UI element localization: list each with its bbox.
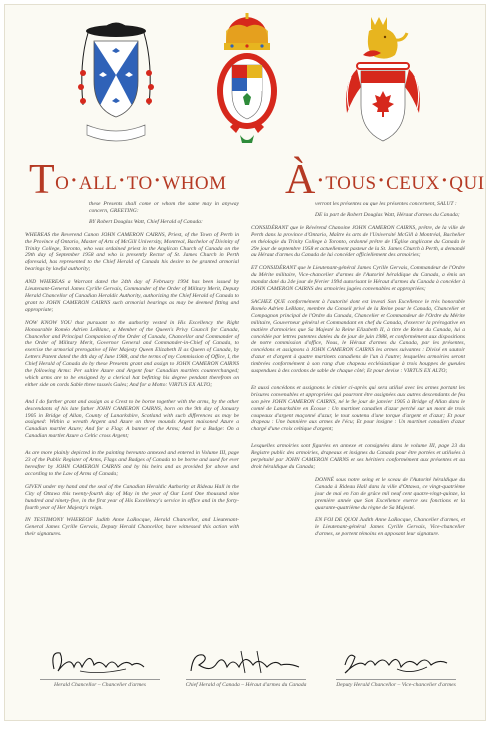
by-line-fr: DE la part de Robert Douglas Watt, Héraut d'armes du Canada; <box>315 211 460 218</box>
signature-deputy-herald-chancellor <box>321 645 471 688</box>
by-line-en: BY Robert Douglas Watt, Chief Herald of Canada: <box>89 218 203 225</box>
signature-line <box>336 679 456 680</box>
title-english-text: o·all·to·whom <box>55 165 227 195</box>
title-french-text: ·tous·ceux·qui <box>315 165 485 195</box>
letters-patent-page <box>4 4 486 721</box>
register-en: As are more plainly depicted in the painting hereunto annexed and entered in Volume III, page 23 of the Public Register of Arms, Flags and Badges of Canada to be borne and used for ever hereafter by JOHN CAMERON CAIRNS and by his heirs and as provided for above and according to the Law of Arms of Canada; <box>25 450 239 477</box>
warrant-en: AND WHEREAS a Warrant dated the 24th day of February 1994 has been issued by Lieutenant-General James Cyrille Gervais, Commander of the Order of Military Merit, Deputy Herald Chancellor of Canadian Heraldic Authority, authorizing the Chief Herald of Canada to grant to JOHN CAMERON CAIRNS such armorial bearings as may be deemed fitting and appropriate; <box>25 279 239 313</box>
signature-caption: Herald Chancellor – Chancelier d'armes <box>54 682 146 688</box>
title-english <box>29 157 227 203</box>
signature-mark <box>40 645 160 679</box>
wreath-icon <box>357 63 409 69</box>
greeting-en: these Presents shall come or whom the same may in anyway concern, GREETING: <box>89 201 239 214</box>
signature-herald-chancellor <box>25 645 175 688</box>
testimony-en: IN TESTIMONY WHEREOF Judith Anne LaRocque, Herald Chancellor, and Lieutenant-General James Cyrille Gervais, Deputy Herald Chancellor, have witnessed this action with their signatures. <box>25 517 239 538</box>
given-fr: DONNÉ sous notre seing et le sceau de l'Autorité héraldique du Canada à Rideau Hall dans la ville d'Ottawa, ce vingt-quatrième jour de mai en l'an de grâce mil neuf cent quatre-vingt-quinze, la première année que Son Excellence exerce ses fonctions et la quarante-quatrième du règne de Sa Majesté. <box>315 476 465 511</box>
document-title <box>23 155 485 203</box>
register-fr: Lesquelles armoiries sont figurées en annexe et consignées dans le volume III, page 23 du Registre public des armoiries, drapeaux et insignes du Canada pour être portées et utilisées à perpétuité par JOHN CAMERON CAIRNS et ses héritiers conformément aux présentes et au droit héraldique du Canada; <box>251 443 465 470</box>
grant-crest-fr: Et aussi concédons et assignons le cimier ci-après qui sera utilisé avec les armes portant les brisures convenables et appropriées qui pourront être assignées aux autres descendants de feu son père JOHN CAMERON CAIRNS, né le 9e jour de janvier 1905 à Bridge of Allan dans le comté de Lanarkshire en Écosse : Un martinet canadien d'azur perché sur un mont de trois coupeaux d'argent maçonné d'azur, le tout soutenu d'une torque d'argent et d'azur; Et pour drapeau : Une bannière aux armes de l'écu; Et pour insigne : Un martinet canadien d'azur chargé d'une croix celtique d'argent; <box>251 384 465 433</box>
french-column <box>251 201 465 544</box>
crown-icon <box>224 13 270 50</box>
personal-arms-emblem <box>75 13 157 153</box>
signature-mark <box>331 645 461 679</box>
lion-crest-icon <box>363 17 407 59</box>
testimony-fr: EN FOI DE QUOI Judith Anne LaRocque, Chancelier d'armes, et le Lieutenant-général James Cyrille Gervais, Vice-chancelier d'armes, se portent témoins en apposant leur signature. <box>315 517 465 538</box>
shield-icon <box>90 37 142 121</box>
shield-icon <box>361 71 405 141</box>
warrant-fr: ET CONSIDÉRANT que le Lieutenant-général James Cyrille Gervais, Commandeur de l'Ordre du Mérite militaire, Vice-chancelier d'armes de l'Autorité héraldique du Canada, a émis un mandat daté du 24e jour de février 1994 autorisant le Héraut d'armes du Canada à concéder à JOHN CAMERON CAIRNS des armoiries jugées convenables et appropriées; <box>251 265 465 293</box>
heraldic-authority-emblem <box>341 13 425 155</box>
grant-crest-en: And I do further grant and assign as a Crest to be borne together with the arms, by the other descendants of his late father JOHN CAMERON CAIRNS, born on the 9th day of January 1905 in Bridge of Allan, County of Lanarkshire, Scotland with such differences as may be assigned: Within a wreath Argent and Azure on three mounds Argent maisoned Azure a Canadian martlet Azure; And for a Flag: A banner of the Arms; And for a Badge: On a Canadian martlet Azure a Celtic cross Argent; <box>25 398 239 440</box>
shield-icon <box>232 65 262 119</box>
canada-arms-emblem <box>212 13 282 155</box>
english-column <box>25 201 239 544</box>
signature-chief-herald <box>171 645 321 688</box>
given-en: GIVEN under my hand and the seal of the Canadian Heraldic Authority at Rideau Hall in the City of Ottawa this twenty-fourth day of May in the year of Our Lord One thousand nine hundred and ninety-five, in the first year of His Excellency's service in office and in the forty-fourth year of Her Majesty's reign. <box>25 483 239 511</box>
grant-arms-en: NOW KNOW YOU that pursuant to the authority vested in His Excellency the Right Honourable Roméo Adrien LeBlanc, a Member of the Queen's Privy Council for Canada, Chancellor and Principal Companion of the Order of Canada, Chancellor and Commander of the Order of Military Merit, Governor General and Commander-in-Chief of Canada, to exercise the armorial prerogative of Her Majesty Queen Elizabeth II as Queen of Canada, by Letters Patent dated the 4th day of June 1988, and the terms of my Commission of Office, I, the Chief Herald of Canada do by these Presents grant and assign to JOHN CAMERON CAIRNS the following Arms: Per saltire Azure and Argent four Canadian martlets counterchanged; which arms are to be ensigned by a clerical hat befitting his degree pendant therefrom on either side on cords Sable three tassels Gules; And for a Motto: VIRTUS EX ALTO; <box>25 319 239 388</box>
signatures-row <box>5 645 485 715</box>
emblems-row <box>5 13 485 155</box>
signature-caption: Chief Herald of Canada – Héraut d'armes du Canada <box>185 682 307 688</box>
title-french <box>285 157 485 203</box>
whereas-fr: CONSIDÉRANT que le Révérend Chanoine JOHN CAMERON CAIRNS, prêtre, de la ville de Perth dans la province d'Ontario, Maître ès arts de l'Université McGill à Montréal, Bachelier en théologie du Trinity College à Toronto, ordonné prêtre de l'Église anglicane du Canada le 29e jour de septembre 1958 et actuellement pasteur de la St. James Church à Perth, a demandé au Héraut d'armes du Canada de lui concéder officiellement des armoiries; <box>251 224 465 259</box>
title-drop-cap-a: À <box>285 157 316 203</box>
grant-arms-fr: SACHEZ QUE conformément à l'autorité dont est investi Son Excellence le très honorable Roméo Adrien LeBlanc, membre du Conseil privé de la Reine pour le Canada, Chancelier et Compagnon principal de l'Ordre du Canada, Chancelier et Commandeur de l'Ordre du Mérite militaire, Gouverneur général et Commandant en chef du Canada, d'exercer la prérogative en matière d'armoiries que Sa Majesté la Reine Elizabeth II, à titre de Reine du Canada, lui a concédée par lettres patentes datées du 4e jour de juin 1988, et conformément aux dispositions de notre commission d'office, Nous, le Héraut d'armes du Canada, par les présentes, concédons et assignons à JOHN CAMERON CAIRNS les armes suivantes : Divisé en sautoir d'azur et d'argent à quatre martinets canadiens de l'un à l'autre; lesquelles armoiries seront timbrées conformément à son rang d'un chapeau ecclésiastique à trois houppes de gueules suspendues à des cordons de sable de chaque côté; Et pour devise : VIRTUS EX ALTO; <box>251 298 465 375</box>
clerical-hat-icon <box>86 23 146 38</box>
signature-line <box>40 679 160 680</box>
signature-line <box>186 679 306 680</box>
signature-caption: Deputy Herald Chancellor – Vice-chancelier d'armes <box>336 682 456 688</box>
signature-mark <box>181 645 311 679</box>
title-drop-cap-t: T <box>29 157 56 203</box>
motto-scroll-icon <box>87 125 145 141</box>
greeting-fr: verront les présentes ou que les présentes concernent, SALUT : <box>315 201 457 207</box>
whereas-en: WHEREAS the Reverend Canon JOHN CAMERON CAIRNS, Priest, of the Town of Perth in the Province of Ontario, Master of Arts of McGill University, Montreal, Bachelor of Divinity of Trinity College, Toronto, who was ordained priest in the Anglican Church of Canada on the 29th day of September 1958 and who is presently Rector of St. James Church in Perth aforesaid, has represented to the Chief Herald of Canada his desire to be granted armorial bearings by lawful authority; <box>25 231 239 273</box>
